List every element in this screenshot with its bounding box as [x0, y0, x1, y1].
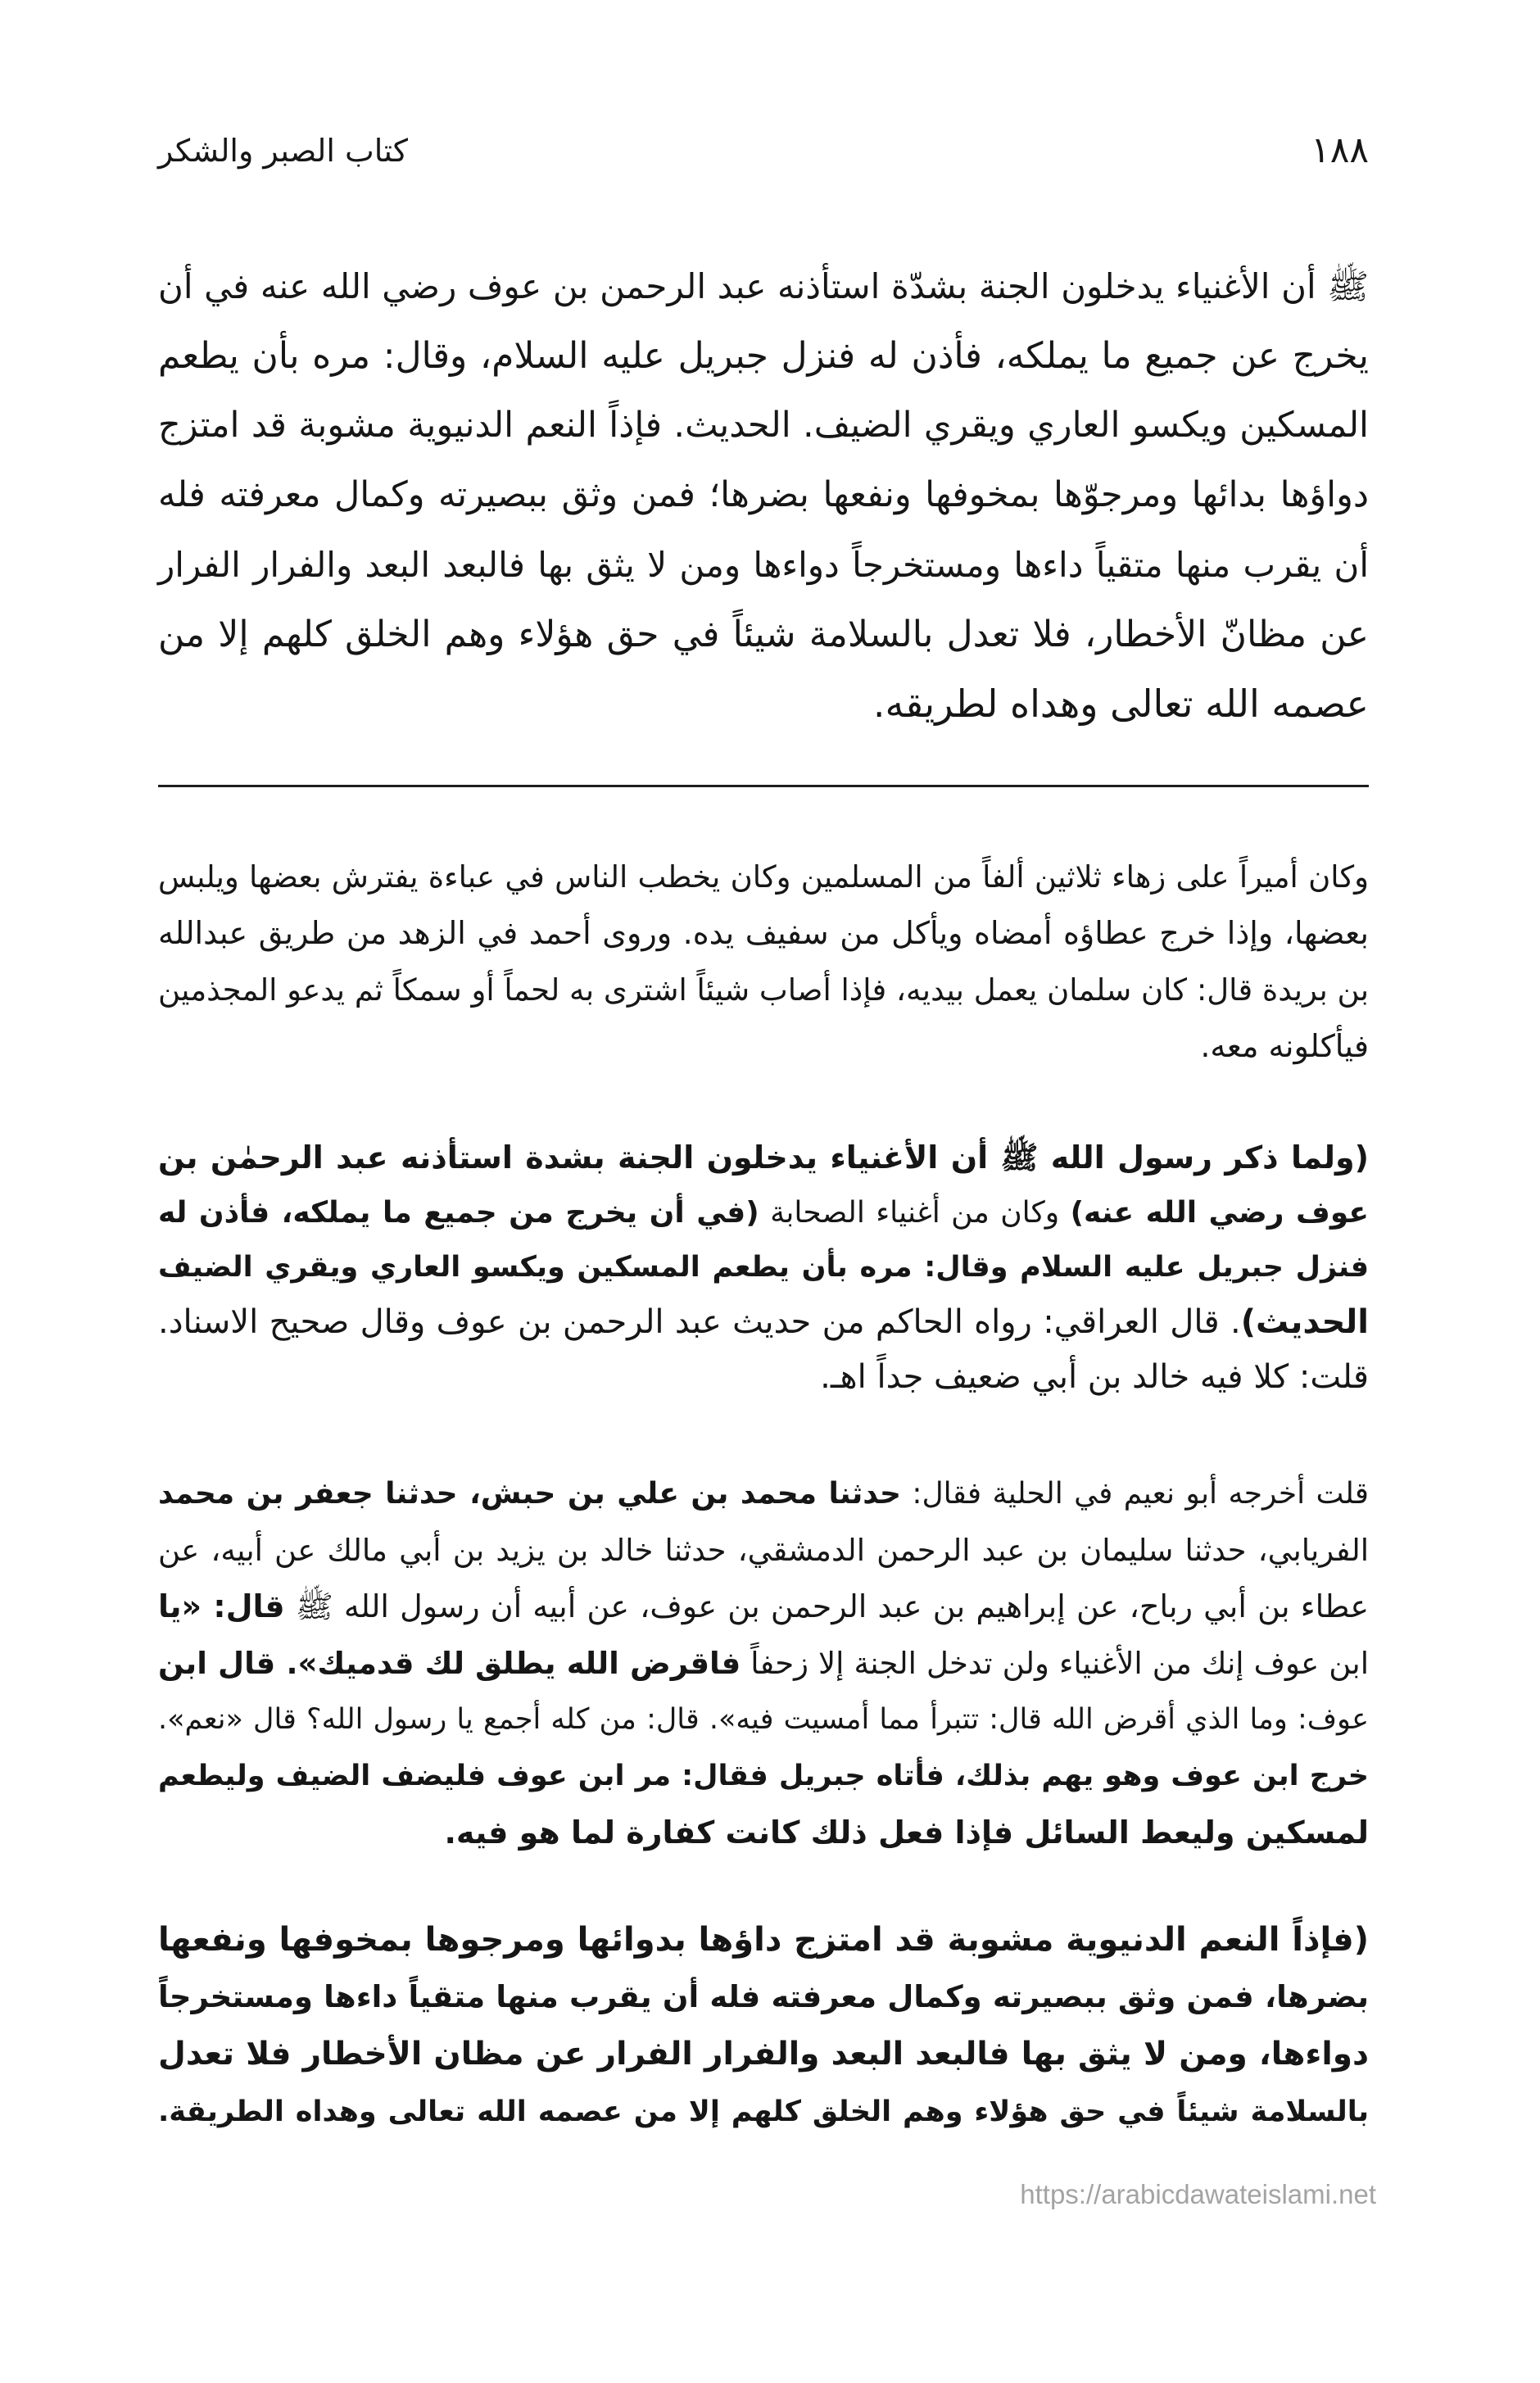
- text-line: [158, 669, 1369, 739]
- text-line: [158, 1240, 1369, 1295]
- emphasized-text: دواءها، ومن لا يثق بها فالبعد البعد والفرار الفرار عن مظان الأخطار فلا تعدل: [158, 2036, 1369, 2073]
- text-segment: ابن عوف إنك من الأغنياء ولن تدخل الجنة إلا زحفاً: [741, 1646, 1369, 1681]
- text-segment: وكان أميراً على زهاء ثلاثين ألفاً من المسلمين وكان يخطب الناس في عباءة يفترش بعضها ويلبس: [158, 859, 1369, 895]
- emphasized-text: عوف رضي الله عنه): [1070, 1196, 1369, 1230]
- emphasized-text: خرج ابن عوف وهو يهم بذلك، فأتاه جبريل فقال: مر ابن عوف فليضف الضيف وليطعم: [158, 1760, 1369, 1792]
- text-line: [158, 962, 1369, 1018]
- text-segment: المسكين ويكسو العاري ويقري الضيف. الحديث. فإذاً النعم الدنيوية مشوبة قد امتزج: [158, 405, 1369, 446]
- text-line: [158, 251, 1369, 321]
- emphasized-text: (ولما ذكر رسول الله ﷺ أن الأغنياء يدخلون الجنة بشدة استأذنه عبد الرحمٰن بن: [158, 1139, 1369, 1176]
- text-segment: عطاء بن أبي رباح، عن إبراهيم بن عبد الرحمن بن عوف، عن أبيه أن رسول الله ﷺ: [284, 1588, 1369, 1624]
- watermark-url: https://arabicdawateislami.net: [1020, 2179, 1376, 2209]
- text-segment: دواؤها بدائها ومرجوّها بمخوفها ونفعها بضرها؛ فمن وثق ببصيرته وكمال معرفته فله: [158, 474, 1369, 515]
- commentary-paragraph: [158, 1911, 1369, 2141]
- text-line: [158, 600, 1369, 669]
- commentary-paragraph: [158, 1466, 1369, 1861]
- text-line: [158, 1350, 1369, 1405]
- emphasized-text: بالسلامة شيئاً في حق هؤلاء وهم الخلق كلهم إلا من عصمه الله تعالى وهداه الطريقة.: [158, 2095, 1369, 2128]
- text-line: [158, 391, 1369, 460]
- emphasized-text: بضرها، فمن وثق ببصيرته وكمال معرفته فله أن يقرب منها متقياً داءها ومستخرجاً: [158, 1979, 1369, 2014]
- text-line: [158, 1579, 1369, 1635]
- text-line: [158, 1968, 1369, 2026]
- text-segment: ﷺ أن الأغنياء يدخلون الجنة بشدّة استأذنه عبد الرحمن بن عوف رضي الله عنه في أن: [158, 266, 1369, 306]
- text-line: [158, 2083, 1369, 2141]
- emphasized-text: الحديث): [1240, 1303, 1369, 1341]
- text-segment: أن يقرب منها متقياً داءها ومستخرجاً دواءها ومن لا يثق بها فالبعد البعد والفرار الفرار: [158, 545, 1369, 585]
- text-line: [158, 1018, 1369, 1075]
- book-title: كتاب الصبر والشكر: [158, 133, 408, 169]
- text-segment: . قال العراقي: رواه الحاكم من حديث عبد الرحمن بن عوف وقال صحيح الاسناد.: [158, 1303, 1241, 1341]
- text-line: [158, 2026, 1369, 2083]
- emphasized-text: فاقرض الله يطلق لك قدميك». قال ابن: [158, 1646, 741, 1681]
- divider: [158, 785, 1369, 787]
- text-segment: قلت: كلا فيه خالد بن أبي ضعيف جداً اهـ.: [820, 1358, 1369, 1396]
- text-line: [158, 321, 1369, 391]
- text-segment: الفريابي، حدثنا سليمان بن عبد الرحمن الدمشقي، حدثنا خالد بن يزيد بن أبي مالك عن أبيه، عن: [158, 1533, 1369, 1568]
- text-line: [158, 1185, 1369, 1240]
- text-segment: بن بريدة قال: كان سلمان يعمل بيديه، فإذا أصاب شيئاً اشترى به لحماً أو سمكاً ثم يدعو المجذمين: [158, 972, 1369, 1008]
- text-segment: عوف: وما الذي أقرض الله قال: تتبرأ مما أمسيت فيه». قال: من كله أجمع يا رسول الله؟ قال «نعم».: [158, 1703, 1369, 1736]
- main-text: [158, 251, 1369, 739]
- text-segment: يخرج عن جميع ما يملكه، فأذن له فنزل جبريل عليه السلام، وقال: مره بأن يطعم: [158, 335, 1369, 377]
- text-line: [158, 905, 1369, 962]
- emphasized-text: (في أن يخرج من جميع ما يملكه، فأذن له: [158, 1196, 759, 1230]
- text-line: [158, 1635, 1369, 1692]
- emphasized-text: لمسكين وليعط السائل فإذا فعل ذلك كانت كفارة لما هو فيه.: [444, 1814, 1369, 1851]
- text-line: [158, 849, 1369, 905]
- text-segment: قلت أخرجه أبو نعيم في الحلية فقال:: [900, 1477, 1369, 1511]
- text-line: [158, 1911, 1369, 1968]
- text-line: [158, 530, 1369, 600]
- text-segment: فيأكلونه معه.: [1200, 1028, 1369, 1064]
- emphasized-text: فنزل جبريل عليه السلام وقال: مره بأن يطعم المسكين ويكسو العاري ويقري الضيف: [158, 1251, 1369, 1284]
- text-line: [158, 1522, 1369, 1579]
- text-segment: عن مظانّ الأخطار، فلا تعدل بالسلامة شيئاً في حق هؤلاء وهم الخلق كلهم إلا من: [158, 614, 1369, 655]
- text-segment: عصمه الله تعالى وهداه لطريقه.: [872, 682, 1369, 726]
- text-line: [158, 460, 1369, 530]
- emphasized-text: حدثنا محمد بن علي بن حبش، حدثنا جعفر بن محمد: [158, 1477, 901, 1511]
- text-line: [158, 1466, 1369, 1522]
- commentary-paragraph: [158, 849, 1369, 1075]
- text-line: [158, 1295, 1369, 1350]
- text-line: [158, 1805, 1369, 1861]
- emphasized-text: قال: «يا: [158, 1588, 285, 1624]
- page-number: ١٨٨: [1311, 129, 1369, 171]
- text-line: [158, 1748, 1369, 1805]
- text-segment: وكان من أغنياء الصحابة: [759, 1196, 1071, 1230]
- commentary-paragraph: [158, 1130, 1369, 1405]
- text-line: [158, 1130, 1369, 1185]
- text-line: [158, 1692, 1369, 1748]
- emphasized-text: (فإذاً النعم الدنيوية مشوبة قد امتزج داؤها بدوائها ومرجوها بمخوفها ونفعها: [158, 1921, 1369, 1959]
- text-segment: بعضها، وإذا خرج عطاؤه أمضاه ويأكل من سفيف يده. وروى أحمد في الزهد من طريق عبدالله: [158, 915, 1369, 951]
- page-header: [158, 129, 1369, 187]
